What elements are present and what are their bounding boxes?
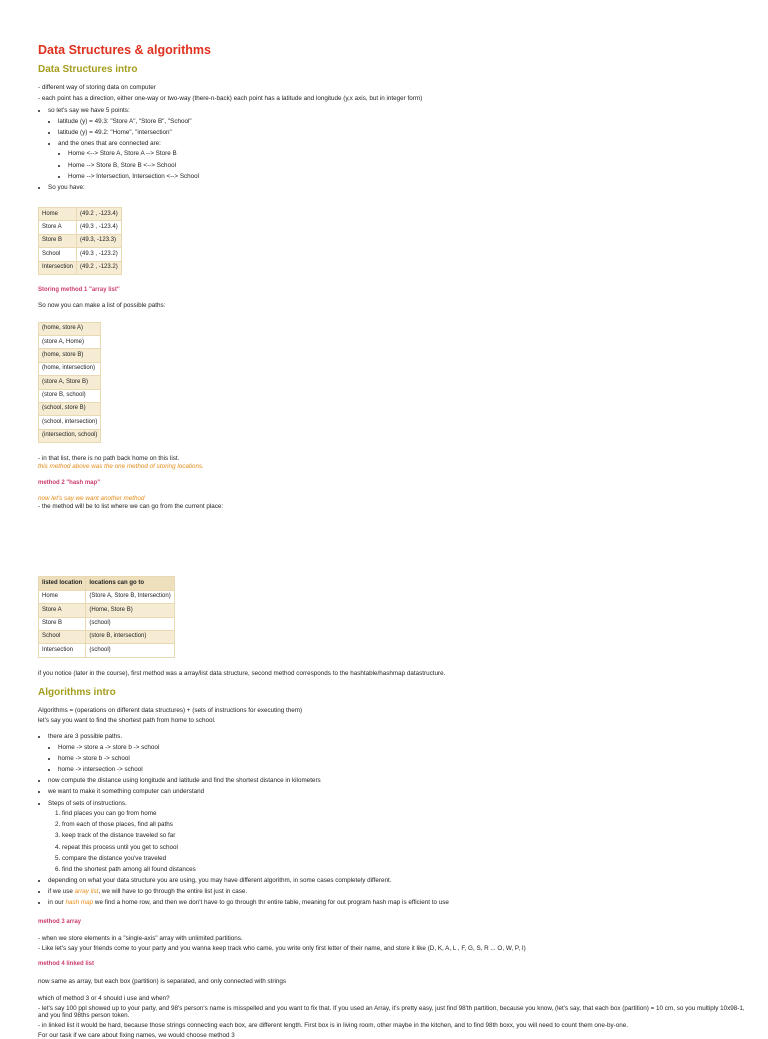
method4-line: - in linked list it would be hard, because those strings connecting each box, are different length. First box is in living room, other maybe in the kitchen, and to find 98th boxx, you will need to count them one-by-one. — [38, 1022, 629, 1029]
list-item: • depending on what your data structure you are using, you may have different algorithm, in some cases completely different. — [48, 877, 748, 885]
table-header-row: listed location locations can go to — [39, 577, 175, 590]
list-item: • if we use array list, we will have to go through the entire list just in case. — [48, 888, 748, 896]
method1-heading: Storing method 1 "array list" — [38, 286, 120, 293]
table-row: (store A, Home) — [39, 336, 101, 349]
table-row: School (49.3 , -123.2) — [39, 248, 122, 261]
page-title: Data Structures & algorithms — [38, 43, 211, 57]
list-item: • now compute the distance using longitude and latitude and find the shortest distance in kilometers — [48, 777, 748, 785]
method2-heading: method 2 "hash map" — [38, 480, 101, 487]
table-row: (school, intersection) — [39, 416, 101, 429]
method4-heading: method 4 linked list — [38, 960, 95, 967]
list-item: • in our hash map we find a home row, and then we don't have to go through thr entire table, meaning for out program hash map is efficient to use — [48, 899, 748, 907]
table-row: Intersection (49.2 , -123.2) — [39, 261, 122, 274]
list-item: 3. keep track of the distance traveled so far — [62, 832, 748, 840]
method4-line: - let's say 100 ppl showed up to your party, and 98's person's name is misspelled and you want to fix that. If you used an Array, it's pretty easy, just find 98'th partition, because you know, (let's say, that each box (partition) = 10 cm, so you multiply 10x98-1, and you find 98ths person token. — [38, 1004, 745, 1020]
steps-list — [48, 810, 748, 873]
ds-intro-line: - each point has a direction, either one-way or two-way (there-n-back) each point has a latitude and longitude (y,x axis, but in integer form) — [38, 94, 423, 102]
list-item: • there are 3 possible paths. • Home -> store a -> store b -> school • home -> store b -> school • home -> intersection -> school — [48, 733, 748, 773]
list-item: • latitude (y) = 49.3: "Store A", "Store B", "School" — [58, 118, 748, 126]
list-item: • home -> store b -> school — [58, 755, 748, 763]
method3-heading: method 3 array — [38, 919, 82, 926]
table-row: (home, store A) — [39, 322, 101, 335]
list-item: • latitude (y) = 49.2: "Home", "intersection" — [58, 129, 748, 137]
hashmap-table — [38, 576, 175, 657]
list-item: 2. from each of those places, find all paths — [62, 821, 748, 829]
list-item: • So you have: — [48, 184, 748, 192]
method1-note-highlight: this method above was the one method of storing locations. — [38, 462, 204, 470]
method3-line: - when we store elements in a "single-axis" array with unlimited partitions. — [38, 934, 243, 942]
ds-intro-line: - different way of storing data on computer — [38, 84, 156, 91]
list-item: 6. find the shortest path among all found distances — [62, 866, 748, 874]
table-row: Intersection (school) — [39, 644, 175, 657]
list-item: • we want to make it something computer can understand — [48, 788, 748, 796]
table-row: Home (Store A, Store B, Intersection) — [39, 590, 175, 603]
list-item: 5. compare the distance you've traveled — [62, 855, 748, 863]
table-row: (intersection, school) — [39, 429, 101, 442]
list-item: • and the ones that are connected are: • Home <--> Store A, Store A --> Store B • Home --> Store B, Store B <--> School • Home --> Intersection, Intersection <--> School — [58, 140, 748, 180]
list-item: 1. find places you can go from home — [62, 810, 748, 818]
list-item: • home -> intersection -> school — [58, 766, 748, 774]
list-item: • so let's say we have 5 points: • latitude (y) = 49.3: "Store A", "Store B", "School" • latitude (y) = 49.2: "Home", "intersection" • and the ones that are connected are: • Home <--> Store A, Store A --> Store B • Home --> Store B, Store B <--> School • Home --> Intersection, Intersection <--> School — [48, 107, 748, 180]
algo-intro-line: let's say you want to find the shortest path from home to school. — [38, 716, 216, 724]
method1-note: - in that list, there is no path back home on this list. — [38, 455, 180, 463]
table-row: (home, store B) — [39, 349, 101, 362]
section-heading-ds-intro: Data Structures intro — [38, 64, 138, 75]
table-row: Store B (school) — [39, 617, 175, 630]
table-row: Store A (Home, Store B) — [39, 604, 175, 617]
table-row: (store A, Store B) — [39, 376, 101, 389]
method2-subheading: now let's say we want another method — [38, 495, 145, 503]
paths-table — [38, 322, 101, 443]
table-row: Store B (49.3, -123.3) — [39, 234, 122, 247]
method2-intro: - the method will be to list where we can go from the current place: — [38, 502, 224, 510]
section-heading-algorithms-intro: Algorithms intro — [38, 687, 116, 699]
hash-map-highlight: hash map — [65, 899, 94, 907]
table-row: Store A (49.3 , -123.4) — [39, 221, 122, 234]
table-row: Home (49.2 , -123.4) — [39, 208, 122, 221]
table-row: (home, intersection) — [39, 362, 101, 375]
points-table — [38, 207, 122, 275]
table-row: (store B, school) — [39, 389, 101, 402]
method1-intro: So now you can make a list of possible paths: — [38, 302, 166, 310]
algorithms-list — [38, 733, 748, 906]
method4-line: now same as array, but each box (partition) is separated, and only connected with strings — [38, 977, 287, 985]
list-item: • Home --> Store B, Store B <--> School — [68, 162, 748, 170]
list-item: • Home -> store a -> store b -> school — [58, 744, 748, 752]
list-item: • Steps of sets of instructions. 1. find places you can go from home 2. from each of those places, find all paths 3. keep track of the distance traveled so far 4. repeat this process until you get to school 5. compare the distance you've traveled 6. find the shortest path among all found distances — [48, 800, 748, 874]
table-row: (school, store B) — [39, 402, 101, 415]
method4-line: which of method 3 or 4 should i use and when? — [38, 995, 170, 1003]
algo-intro-line: Algorithms = (operations on different data structures) + (sets of instructions for executing them) — [38, 707, 303, 715]
method3-line: - Like let's say your friends come to your party and you wanna keep track who came, you write only first letter of their name, and store it like (D, K, A, L , F, G, S, R ... O, W, P, I) — [38, 945, 526, 953]
list-item: • Home --> Intersection, Intersection <--> School — [68, 173, 748, 181]
points-list — [38, 107, 748, 191]
table-row: School (store B, intersection) — [39, 630, 175, 643]
array-list-highlight: array list — [74, 888, 99, 896]
list-item: 4. repeat this process until you get to school — [62, 844, 748, 852]
method2-conclusion: if you notice (later in the course), first method was a array/list data structure, second method corresponds to the hashtable/hashmap datastructure. — [38, 669, 446, 677]
list-item: • Home <--> Store A, Store A --> Store B — [68, 150, 748, 158]
method4-line: For our task if we care about fixing names, we would choose method 3 — [38, 1031, 235, 1039]
